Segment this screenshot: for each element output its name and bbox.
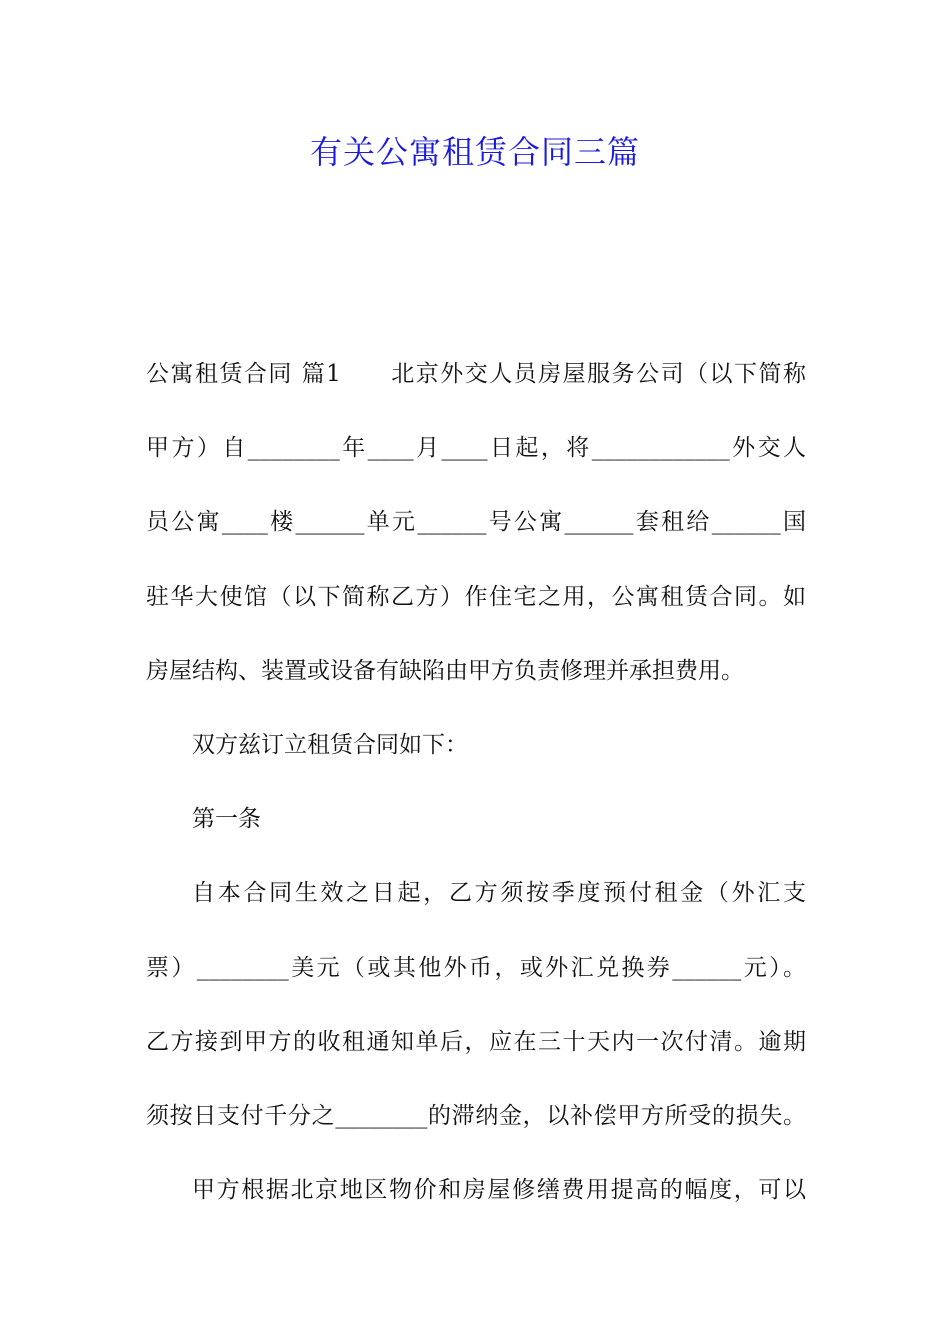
body-line: 公寓租赁合同 篇1 北京外交人员房屋服务公司（以下简称 [146, 361, 806, 387]
body-line: 票）________美元（或其他外币，或外汇兑换券______元）。 [146, 954, 806, 981]
body-line: 甲方根据北京地区物价和房屋修缮费用提高的幅度，可以 [192, 1177, 806, 1204]
document-body [146, 337, 806, 1227]
body-line: 乙方接到甲方的收租通知单后，应在三十天内一次付清。逾期 [146, 1028, 806, 1055]
body-line: 员公寓____楼______单元______号公寓______套租给______国 [146, 509, 806, 536]
body-line: 须按日支付千分之________的滞纳金，以补偿甲方所受的损失。 [146, 1102, 806, 1129]
section-heading: 第一条 [192, 806, 261, 833]
body-line: 自本合同生效之日起，乙方须按季度预付租金（外汇支 [192, 880, 806, 907]
body-line: 房屋结构、装置或设备有缺陷由甲方负责修理并承担费用。 [146, 657, 744, 684]
body-line: 甲方）自________年____月____日起，将____________外交人 [146, 435, 806, 462]
body-line: 驻华大使馆（以下简称乙方）作住宅之用，公寓租赁合同。如 [146, 583, 806, 610]
document-title: 有关公寓租赁合同三篇 [309, 133, 640, 171]
body-line: 双方兹订立租赁合同如下： [192, 731, 468, 758]
